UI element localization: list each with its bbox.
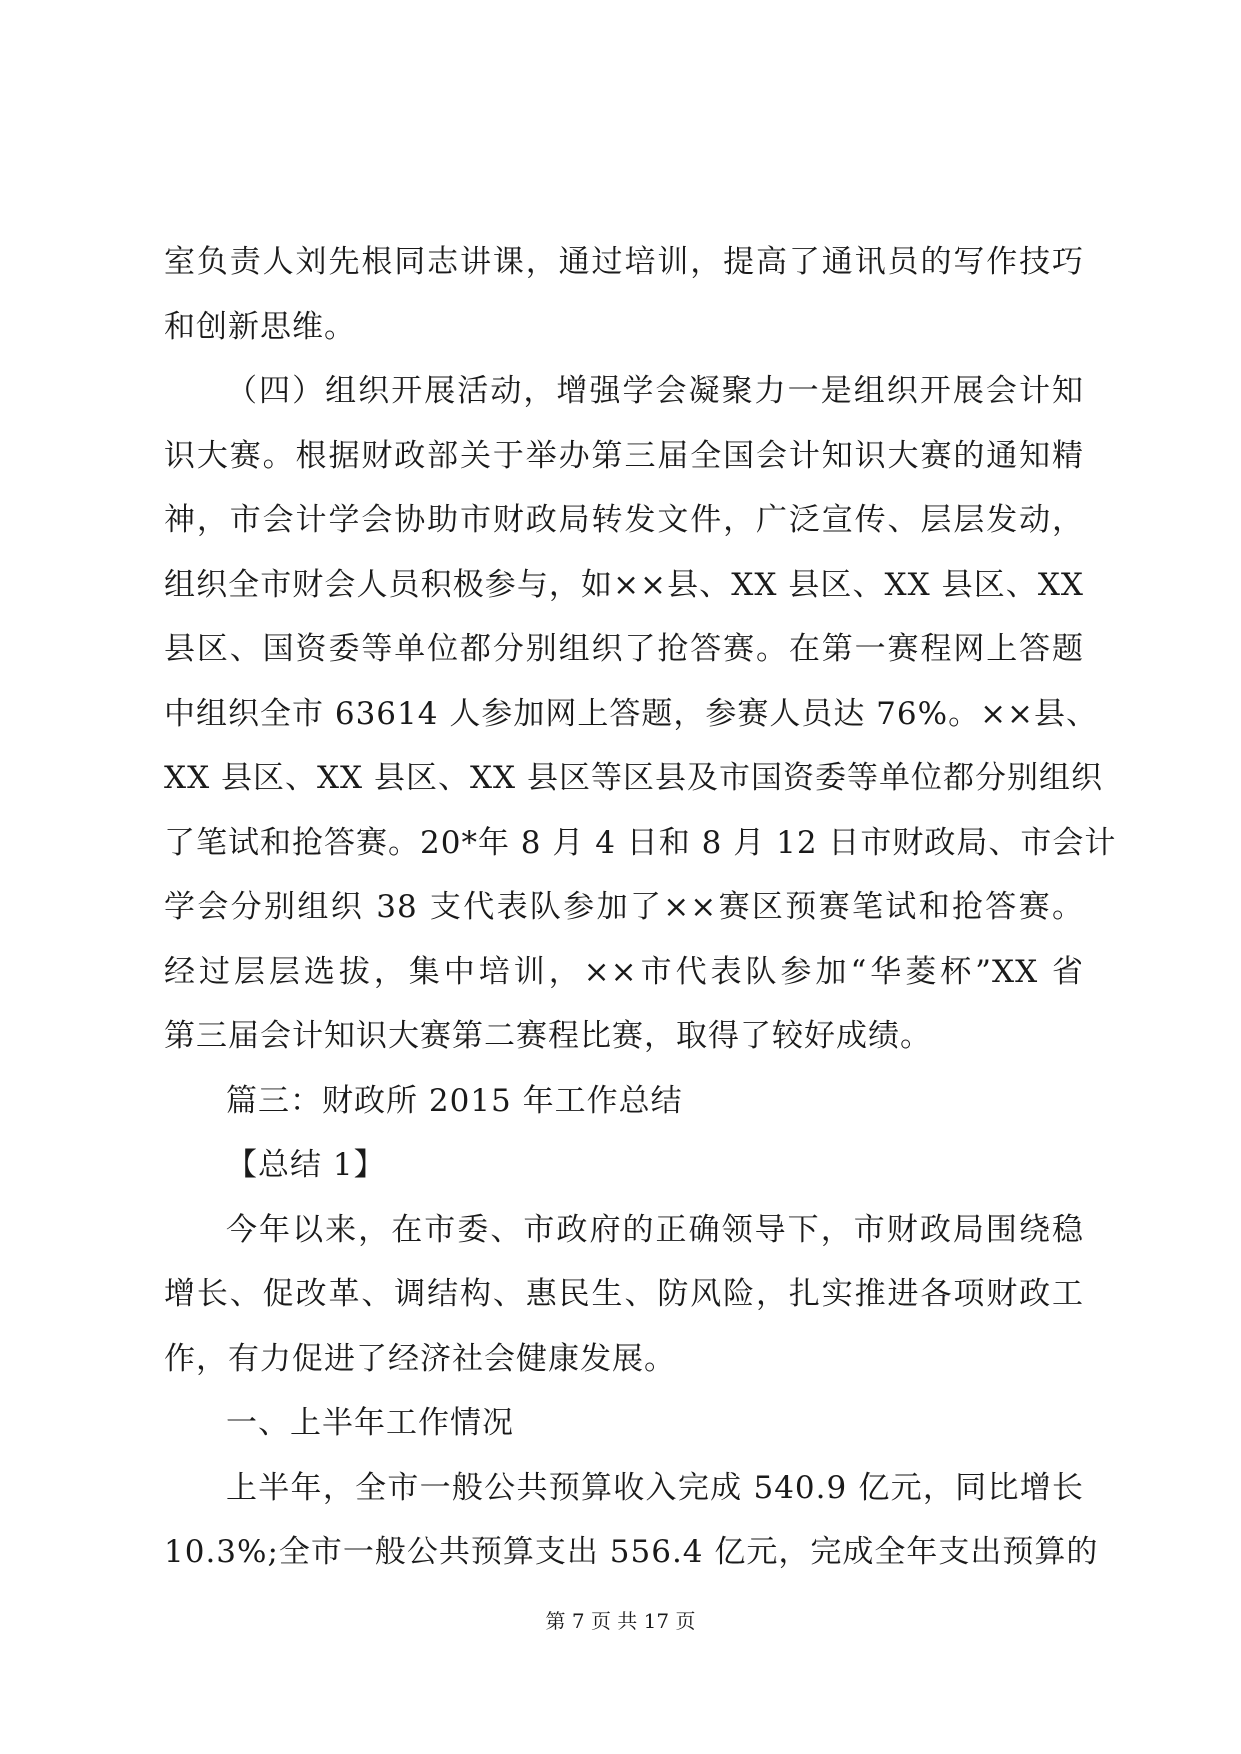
text-line: 和创新思维。 [164,308,356,345]
text-line: 神，市会计学会协助市财政局转发文件，广泛宣传、层层发动， [164,502,1084,538]
text-line: 增长、促改革、调结构、惠民生、防风险，扎实推进各项财政工 [164,1276,1084,1312]
section-heading-line: （四）组织开展活动，增强学会凝聚力一是组织开展会计知 [226,373,1084,409]
text-line: 中组织全市 63614 人参加网上答题，参赛人员达 76%。××县、 [164,695,1099,732]
document-body [164,230,1117,1585]
text-line: 识大赛。根据财政部关于举办第三届全国会计知识大赛的通知精 [164,437,1084,474]
text-line: 县区、国资委等单位都分别组织了抢答赛。在第一赛程网上答题 [164,631,1084,667]
text-line: 第三届会计知识大赛第二赛程比赛，取得了较好成绩。 [164,1018,932,1054]
text-line: XX 县区、XX 县区、XX 县区等区县及市国资委等单位都分别组织 [164,760,1103,796]
chapter-title: 篇三：财政所 2015 年工作总结 [226,1082,683,1119]
text-line: 经过层层选拔，集中培训，××市代表队参加“华菱杯”XX 省 [164,953,1084,990]
text-line: 室负责人刘先根同志讲课，通过培训，提高了通讯员的写作技巧 [164,244,1084,280]
page-footer: 第 7 页 共 17 页 [545,1609,696,1633]
text-line: 10.3%;全市一般公共预算支出 556.4 亿元，完成全年支出预算的 [164,1534,1099,1570]
section-heading: 一、上半年工作情况 [226,1405,514,1441]
text-line: 上半年，全市一般公共预算收入完成 540.9 亿元，同比增长 [226,1469,1084,1506]
text-line: 作，有力促进了经济社会健康发展。 [164,1340,676,1377]
text-line: 了笔试和抢答赛。20*年 8 月 4 日和 8 月 12 日市财政局、市会计 [164,824,1117,861]
text-line: 今年以来，在市委、市政府的正确领导下，市财政局围绕稳 [226,1211,1084,1248]
summary-label: 【总结 1】 [226,1147,386,1183]
text-line: 学会分别组织 38 支代表队参加了××赛区预赛笔试和抢答赛。 [164,889,1084,925]
text-line: 组织全市财会人员积极参与，如××县、XX 县区、XX 县区、XX [164,566,1084,603]
